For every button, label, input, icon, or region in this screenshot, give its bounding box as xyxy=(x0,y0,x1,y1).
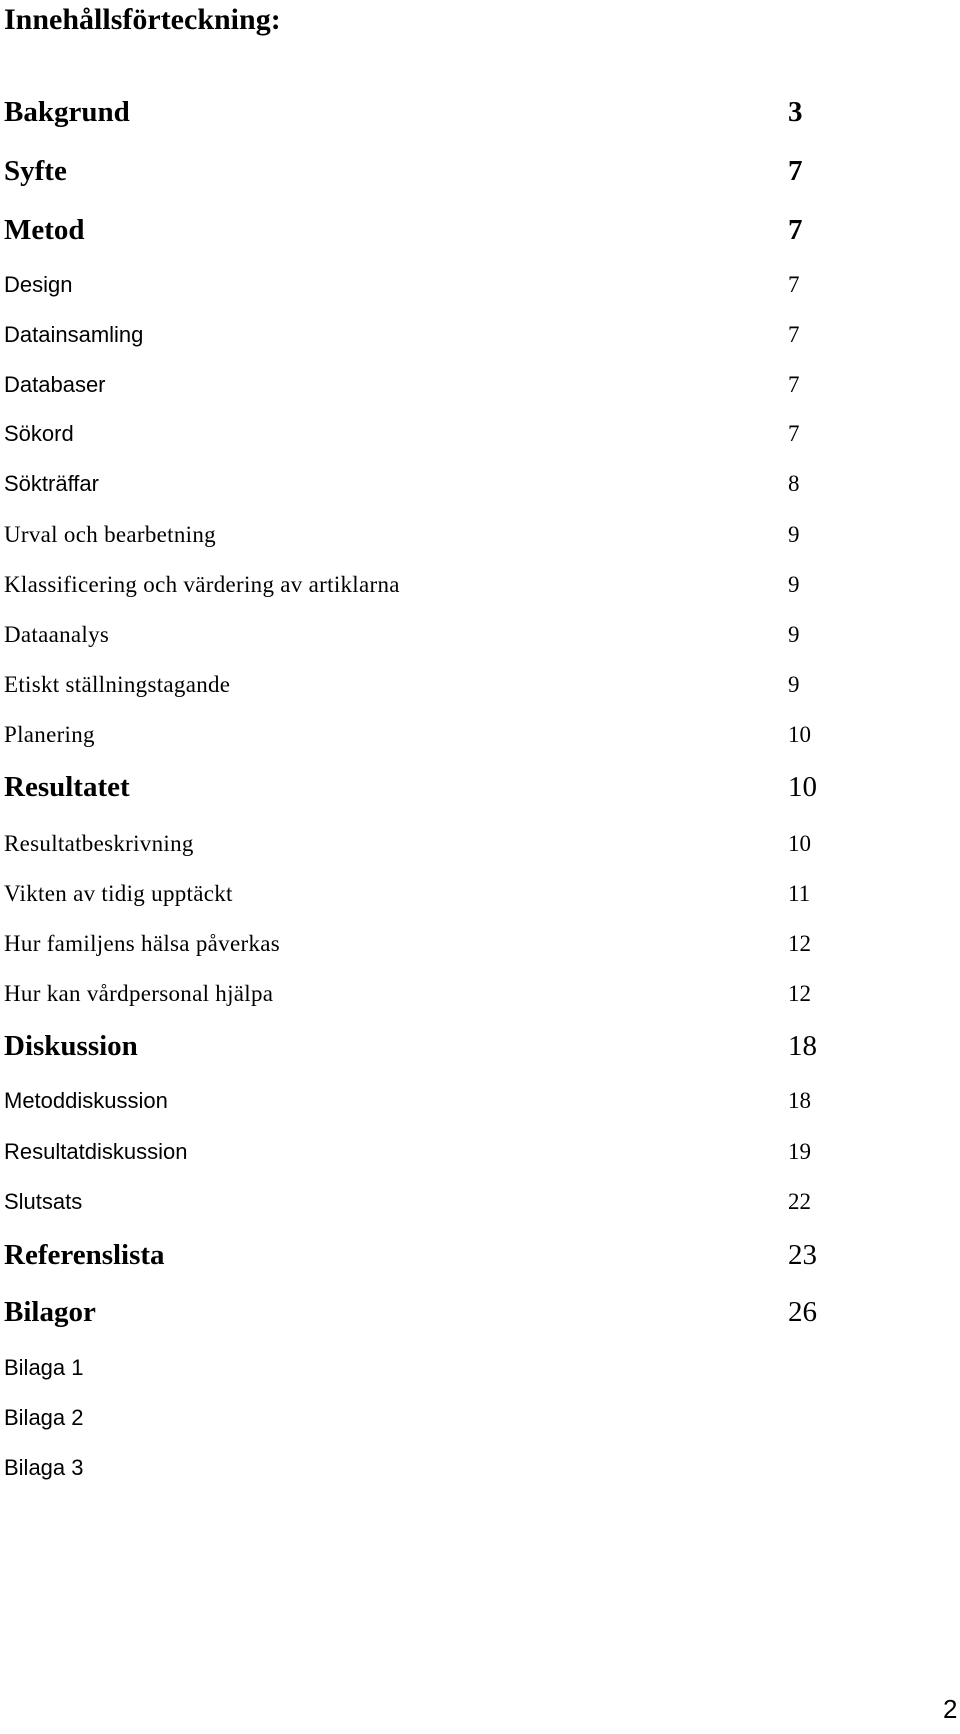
toc-entry-title: Bakgrund xyxy=(4,96,130,128)
toc-entry-metod[interactable] xyxy=(0,215,960,245)
toc-entry-planering[interactable] xyxy=(0,720,960,750)
toc-entry-title: Metod xyxy=(4,214,85,246)
toc-entry-resultatdiskussion[interactable] xyxy=(0,1137,960,1167)
toc-entry-page: 9 xyxy=(788,622,800,647)
toc-entry-dataanalys[interactable] xyxy=(0,620,960,650)
toc-entry-title: Urval och bearbetning xyxy=(4,522,216,547)
toc-entry-page: 7 xyxy=(788,214,803,246)
toc-entry-title: Sökord xyxy=(4,421,74,446)
page-title: Innehållsförteckning: xyxy=(4,3,281,36)
toc-entry-etiskt-stallningstagande[interactable] xyxy=(0,670,960,700)
page-number: 2 xyxy=(943,1694,958,1724)
toc-entry-soktraffar[interactable] xyxy=(0,469,960,499)
toc-entry-title: Resultatbeskrivning xyxy=(4,831,194,856)
toc-entry-page: 12 xyxy=(788,981,811,1006)
toc-entry-hur-familjens-halsa-paverkas[interactable] xyxy=(0,929,960,959)
toc-entry-page: 26 xyxy=(788,1296,817,1328)
toc-entry-page: 23 xyxy=(788,1239,817,1271)
toc-entry-title: Metoddiskussion xyxy=(4,1088,168,1113)
toc-entry-page: 18 xyxy=(788,1030,817,1062)
toc-entry-klassificering[interactable] xyxy=(0,570,960,600)
toc-entry-title: Etiskt ställningstagande xyxy=(4,672,231,697)
toc-entry-bakgrund[interactable] xyxy=(0,97,960,127)
toc-entry-page: 9 xyxy=(788,572,800,597)
toc-entry-page: 7 xyxy=(788,155,803,187)
toc-entry-resultatbeskrivning[interactable] xyxy=(0,829,960,859)
toc-entry-referenslista[interactable] xyxy=(0,1240,960,1270)
toc-entry-hur-kan-vardpersonal-hjalpa[interactable] xyxy=(0,979,960,1009)
toc-entry-syfte[interactable] xyxy=(0,156,960,186)
toc-entry-title: Datainsamling xyxy=(4,322,144,347)
toc-entry-title: Resultatet xyxy=(4,771,130,803)
toc-entry-title: Diskussion xyxy=(4,1030,138,1062)
toc-entry-page: 11 xyxy=(788,881,811,906)
toc-entry-page: 19 xyxy=(788,1139,811,1164)
toc-entry-title: Bilaga 2 xyxy=(4,1405,84,1430)
toc-entry-urval-och-bearbetning[interactable] xyxy=(0,520,960,550)
toc-entry-page: 7 xyxy=(788,421,800,446)
toc-entry-page: 7 xyxy=(788,322,800,347)
toc-entry-page: 10 xyxy=(788,722,811,747)
toc-entry-title: Dataanalys xyxy=(4,622,110,647)
toc-entry-page: 9 xyxy=(788,522,800,547)
toc-entry-page: 3 xyxy=(788,96,803,128)
toc-entry-design[interactable] xyxy=(0,270,960,300)
toc-entry-page: 9 xyxy=(788,672,800,697)
toc-entry-bilaga-1[interactable] xyxy=(0,1353,960,1383)
toc-entry-page: 12 xyxy=(788,931,811,956)
toc-entry-bilaga-3[interactable] xyxy=(0,1453,960,1483)
toc-entry-title: Bilagor xyxy=(4,1296,96,1328)
toc-entry-title: Klassificering och värdering av artiklarna xyxy=(4,572,400,597)
toc-entry-title: Syfte xyxy=(4,155,67,187)
toc-entry-title: Databaser xyxy=(4,372,106,397)
toc-entry-page: 10 xyxy=(788,831,811,856)
toc-entry-resultatet[interactable] xyxy=(0,772,960,802)
toc-entry-title: Hur familjens hälsa påverkas xyxy=(4,931,280,956)
toc-entry-sokord[interactable] xyxy=(0,419,960,449)
toc-entry-title: Resultatdiskussion xyxy=(4,1139,188,1164)
toc-entry-title: Hur kan vårdpersonal hjälpa xyxy=(4,981,274,1006)
toc-entry-page: 10 xyxy=(788,771,817,803)
toc-entry-page: 22 xyxy=(788,1189,811,1214)
toc-entry-title: Bilaga 3 xyxy=(4,1455,84,1480)
toc-entry-page: 7 xyxy=(788,372,800,397)
toc-entry-page: 7 xyxy=(788,272,800,297)
toc-entry-datainsamling[interactable] xyxy=(0,320,960,350)
toc-entry-title: Bilaga 1 xyxy=(4,1355,84,1380)
toc-entry-diskussion[interactable] xyxy=(0,1031,960,1061)
toc-entry-title: Slutsats xyxy=(4,1189,83,1214)
toc-entry-bilaga-2[interactable] xyxy=(0,1403,960,1433)
toc-entry-page: 8 xyxy=(788,471,800,496)
toc-entry-title: Design xyxy=(4,272,73,297)
toc-entry-databaser[interactable] xyxy=(0,370,960,400)
toc-entry-title: Referenslista xyxy=(4,1239,165,1271)
toc-entry-vikten-av-tidig-upptackt[interactable] xyxy=(0,879,960,909)
toc-entry-slutsats[interactable] xyxy=(0,1187,960,1217)
toc-entry-title: Sökträffar xyxy=(4,471,99,496)
toc-entry-metoddiskussion[interactable] xyxy=(0,1086,960,1116)
toc-entry-page: 18 xyxy=(788,1088,811,1113)
toc-entry-title: Planering xyxy=(4,722,95,747)
toc-entry-bilagor[interactable] xyxy=(0,1297,960,1327)
toc-entry-title: Vikten av tidig upptäckt xyxy=(4,881,233,906)
